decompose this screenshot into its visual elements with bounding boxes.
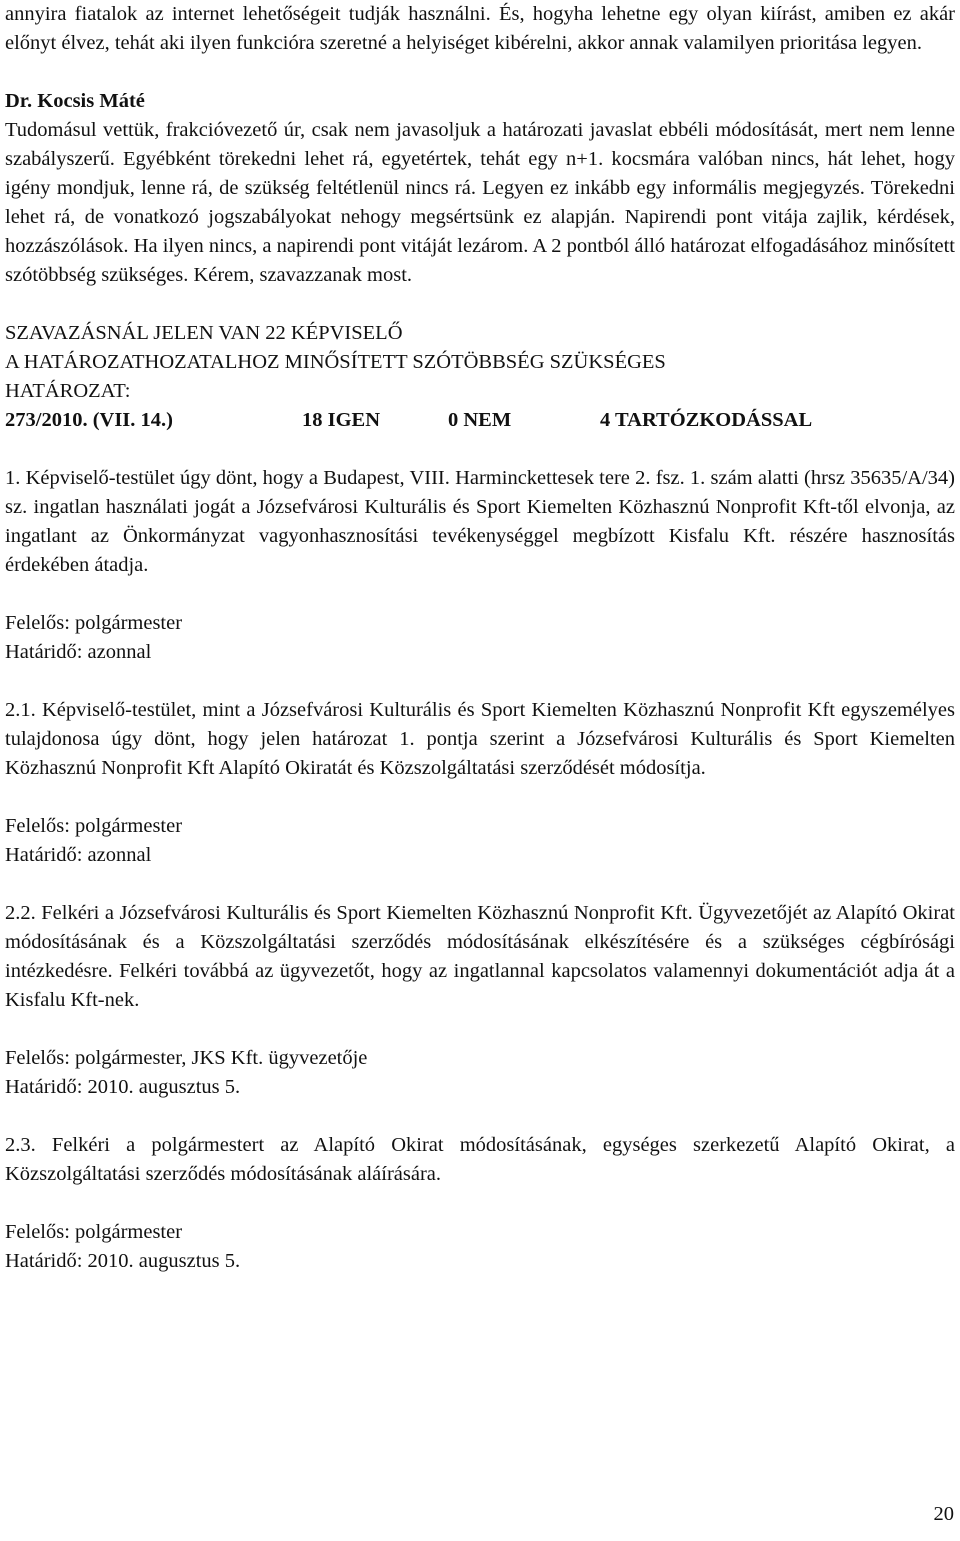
responsible-line: Felelős: polgármester, JKS Kft. ügyvezetője bbox=[5, 1047, 368, 1069]
spacer bbox=[5, 1015, 955, 1044]
resolution-text: 2.2. Felkéri a Józsefvárosi Kulturális és Sport Kiemelten Közhasznú Nonprofit Kft. Ügyvezetőjét az Alapító Okirat módosításának és a Közszolgáltatási szerződés módosításának elkészítésére és a szükséges cégbírósági intézkedésre. Felkéri továbbá az ügyvezetőt, hogy az ingatlannal kapcsolatos valamennyi dokumentációt adja át a Kisfalu Kft-nek. bbox=[5, 902, 955, 1011]
vote-present: SZAVAZÁSNÁL JELEN VAN 22 KÉPVISELŐ bbox=[5, 322, 403, 344]
spacer bbox=[5, 783, 955, 812]
resolution-text: 1. Képviselő-testület úgy dönt, hogy a Budapest, VIII. Harminckettesek tere 2. fsz. 1. szám alatti (hrsz 35635/A/34) sz. ingatlan használati jogát a Józsefvárosi Kulturális és Sport Kiemelten Közhasznú Nonprofit Kft-től elvonja, az ingatlant az Önkormányzat vagyonhasznosítási tevékenységgel megbízott Kisfalu Kft. részére hasznosítás érdekében átadja. bbox=[5, 467, 955, 576]
resolution-text: 2.1. Képviselő-testület, mint a Józsefvárosi Kulturális és Sport Kiemelten Közhasznú Nonprofit Kft egyszemélyes tulajdonosa úgy dönt, hogy jelen határozat 1. pontja szerint a Józsefvárosi Kulturális és Sport Kiemelten Közhasznú Nonprofit Kft Alapító Okiratát és Közszolgáltatási szerződését módosítja. bbox=[5, 699, 955, 779]
spacer bbox=[5, 290, 955, 319]
speaker-speech: Tudomásul vettük, frakcióvezető úr, csak nem javasoljuk a határozati javaslat ebbéli módosítását, mert nem lenne szabályszerű. Egyébként törekedni lehet rá, egyetértek, tehát egy n+1. kocsmára valóban nincs, hát lehet, hogy igény mondjuk, lenne rá, de szükség feltétlenül nincs rá. Legyen ez inkább egy informális megjegyzés. Törekedni lehet rá, de vonatkozó jogszabályokat nehogy megsértsünk ez alapján. Napirendi pont vitája zajlik, kérdések, hozzászólások. Ha ilyen nincs, a napirendi pont vitáját lezárom. A 2 pontból álló határozat elfogadásához minősített szótöbbség szükséges. Kérem, szavazzanak most. bbox=[5, 119, 955, 286]
spacer bbox=[5, 435, 955, 464]
spacer bbox=[5, 870, 955, 899]
vote-requirement: A HATÁROZATHOZATALHOZ MINŐSÍTETT SZÓTÖBBSÉG SZÜKSÉGES bbox=[5, 351, 666, 373]
intro-paragraph: annyira fiatalok az internet lehetőségeit tudják használni. És, hogyha lehetne egy olyan kiírást, amiben ez akár előnyt élvez, tehát aki ilyen funkcióra szeretné a helyiséget kibérelni, akkor annak valamilyen prioritása legyen. bbox=[5, 3, 955, 54]
resolution-text: 2.3. Felkéri a polgármestert az Alapító Okirat módosításának, egységes szerkezetű Alapító Okirat, a Közszolgáltatási szerződés módosításának aláírására. bbox=[5, 1134, 955, 1185]
responsible-line: Felelős: polgármester bbox=[5, 612, 183, 634]
vote-no: 0 NEM bbox=[448, 409, 512, 431]
deadline-line: Határidő: azonnal bbox=[5, 844, 152, 866]
spacer bbox=[5, 1189, 955, 1218]
page-number: 20 bbox=[933, 1503, 954, 1525]
document-page bbox=[5, 0, 955, 1276]
responsible-line: Felelős: polgármester bbox=[5, 1221, 183, 1243]
deadline-line: Határidő: 2010. augusztus 5. bbox=[5, 1076, 241, 1098]
vote-label: HATÁROZAT: bbox=[5, 380, 131, 402]
deadline-line: Határidő: azonnal bbox=[5, 641, 152, 663]
spacer bbox=[5, 667, 955, 696]
spacer bbox=[5, 580, 955, 609]
spacer bbox=[5, 58, 955, 87]
resolution-number: 273/2010. (VII. 14.) bbox=[5, 409, 173, 431]
responsible-line: Felelős: polgármester bbox=[5, 815, 183, 837]
deadline-line: Határidő: 2010. augusztus 5. bbox=[5, 1250, 241, 1272]
vote-abstain: 4 TARTÓZKODÁSSAL bbox=[600, 409, 813, 431]
spacer bbox=[5, 1102, 955, 1131]
speaker-name: Dr. Kocsis Máté bbox=[5, 90, 145, 112]
vote-yes: 18 IGEN bbox=[302, 409, 381, 431]
vote-result bbox=[5, 406, 955, 435]
